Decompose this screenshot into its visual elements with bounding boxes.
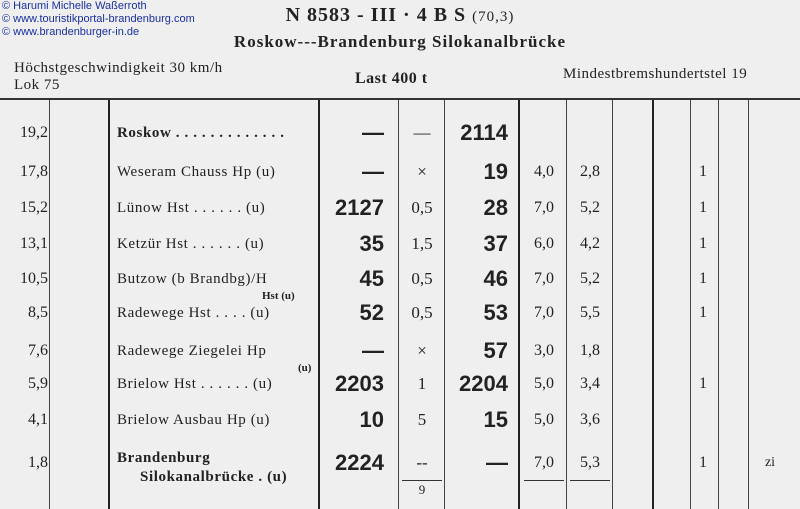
class-cell: 1	[699, 270, 707, 287]
departure-cell: 28	[483, 195, 508, 220]
departure-cell: 2204	[459, 371, 508, 396]
credit-line: © www.brandenburger-in.de	[2, 26, 140, 38]
arrival-cell: 10	[359, 407, 384, 432]
route-title: Roskow---Brandenburg Silokanalbrücke	[233, 32, 567, 51]
halt-cell: 1	[417, 374, 427, 393]
runtime-cell: 3,0	[534, 342, 554, 359]
pure-runtime-cell: 1,8	[580, 342, 600, 359]
table-row	[0, 369, 800, 399]
pure-runtime-cell: 3,6	[580, 411, 600, 428]
departure-cell: 37	[483, 231, 508, 256]
departure-cell: 15	[483, 407, 508, 432]
station-name: Brielow Ausbau Hp (u)	[117, 412, 270, 428]
runtime-cell: 5,0	[534, 375, 554, 392]
halt-cell: 1,5	[411, 234, 433, 253]
runtime-cell: 7,0	[534, 304, 554, 321]
pure-runtime-cell: 3,4	[580, 375, 600, 392]
table-row	[0, 298, 800, 328]
halt-total: 9	[418, 482, 426, 497]
halt-cell: 5	[417, 410, 427, 429]
pure-runtime-cell: 2,8	[580, 163, 600, 180]
km-cell: 4,1	[28, 411, 48, 428]
arrival-cell: 45	[359, 266, 384, 291]
class-cell: 1	[699, 235, 707, 252]
station-name: Ketzür Hst . . . . . . (u)	[117, 236, 265, 252]
runtime-cell: 4,0	[534, 163, 554, 180]
halt-cell: ×	[417, 341, 427, 360]
departure-cell: 46	[483, 266, 508, 291]
min-brake: Mindestbremshundertstel 19	[563, 66, 748, 82]
pure-runtime-cell: 5,2	[580, 199, 600, 216]
halt-cell: 0,5	[411, 303, 433, 322]
station-name: Brandenburg	[117, 450, 211, 466]
station-name: Brielow Hst . . . . . . (u)	[117, 376, 273, 392]
credits	[2, 0, 195, 39]
pure-runtime-cell: 5,5	[580, 304, 600, 321]
butzow-subnote: Hst (u)	[262, 290, 295, 302]
ziegelei-subnote: (u)	[298, 362, 312, 374]
km-cell: 5,9	[28, 375, 48, 392]
arrival-cell: 2127	[335, 195, 384, 220]
departure-cell: —	[486, 450, 508, 475]
train-title	[230, 4, 570, 27]
pure-runtime-cell: 4,2	[580, 235, 600, 252]
sum-rule	[402, 480, 442, 481]
runtime-cell: 5,0	[534, 411, 554, 428]
runtime-cell: 6,0	[534, 235, 554, 252]
halt-cell: —	[413, 123, 431, 142]
table-row	[0, 157, 800, 187]
runtime-cell: 7,0	[534, 454, 554, 471]
runtime-cell: 7,0	[534, 199, 554, 216]
table-row	[0, 264, 800, 294]
km-cell: 1,8	[28, 454, 48, 471]
class-cell: 1	[699, 375, 707, 392]
class-cell: 1	[699, 199, 707, 216]
remark-cell: zi	[764, 455, 776, 470]
departure-cell: 2114	[460, 120, 508, 145]
km-cell: 17,8	[20, 163, 48, 180]
max-speed: Höchstgeschwindigkeit 30 km/h	[14, 60, 223, 76]
header-rule	[0, 98, 800, 100]
departure-cell: 57	[483, 338, 508, 363]
load: Last 400 t	[355, 70, 428, 87]
class-cell: 1	[699, 454, 707, 471]
credit-line: © Harumi Michelle Waßerroth	[2, 0, 147, 12]
pure-runtime-cell: 5,3	[580, 454, 600, 471]
table-row	[0, 118, 800, 148]
locomotive: Lok 75	[14, 77, 60, 93]
arrival-cell: 52	[359, 300, 384, 325]
station-name: Lünow Hst . . . . . . (u)	[117, 200, 266, 216]
sum-rule	[570, 480, 610, 481]
class-cell: 1	[699, 304, 707, 321]
table-row	[0, 229, 800, 259]
table-row	[0, 336, 800, 366]
halt-cell: 0,5	[411, 198, 433, 217]
pure-runtime-cell: 5,2	[580, 270, 600, 287]
train-number: N 8583 - III · 4 B S	[285, 4, 467, 26]
table-row	[0, 405, 800, 435]
station-name: Radewege Ziegelei Hp	[117, 343, 267, 359]
credit-line: © www.touristikportal-brandenburg.com	[2, 13, 195, 25]
station-name: Radewege Hst . . . . (u)	[117, 305, 270, 321]
km-cell: 19,2	[20, 124, 48, 141]
table-row	[0, 193, 800, 223]
arrival-cell: 2224	[335, 450, 384, 475]
station-name-cont: Silokanalbrücke . (u)	[140, 469, 288, 485]
halt-cell: 0,5	[411, 269, 433, 288]
arrival-cell: —	[362, 120, 384, 145]
arrival-cell: 2203	[335, 371, 384, 396]
class-cell: 1	[699, 163, 707, 180]
runtime-cell: 7,0	[534, 270, 554, 287]
station-name: Roskow . . . . . . . . . . . . .	[117, 125, 285, 141]
arrival-cell: —	[362, 338, 384, 363]
departure-cell: 19	[483, 159, 508, 184]
km-cell: 8,5	[28, 304, 48, 321]
sum-rule	[524, 480, 564, 481]
station-name: Weseram Chauss Hp (u)	[117, 164, 276, 180]
train-extra: (70,3)	[472, 9, 515, 25]
km-cell: 10,5	[20, 270, 48, 287]
station-name: Butzow (b Brandbg)/H	[117, 271, 268, 287]
departure-cell: 53	[483, 300, 508, 325]
km-cell: 7,6	[28, 342, 48, 359]
halt-cell: --	[416, 453, 428, 472]
arrival-cell: —	[362, 159, 384, 184]
halt-cell: ×	[417, 162, 427, 181]
km-cell: 15,2	[20, 199, 48, 216]
arrival-cell: 35	[359, 231, 384, 256]
km-cell: 13,1	[20, 235, 48, 252]
